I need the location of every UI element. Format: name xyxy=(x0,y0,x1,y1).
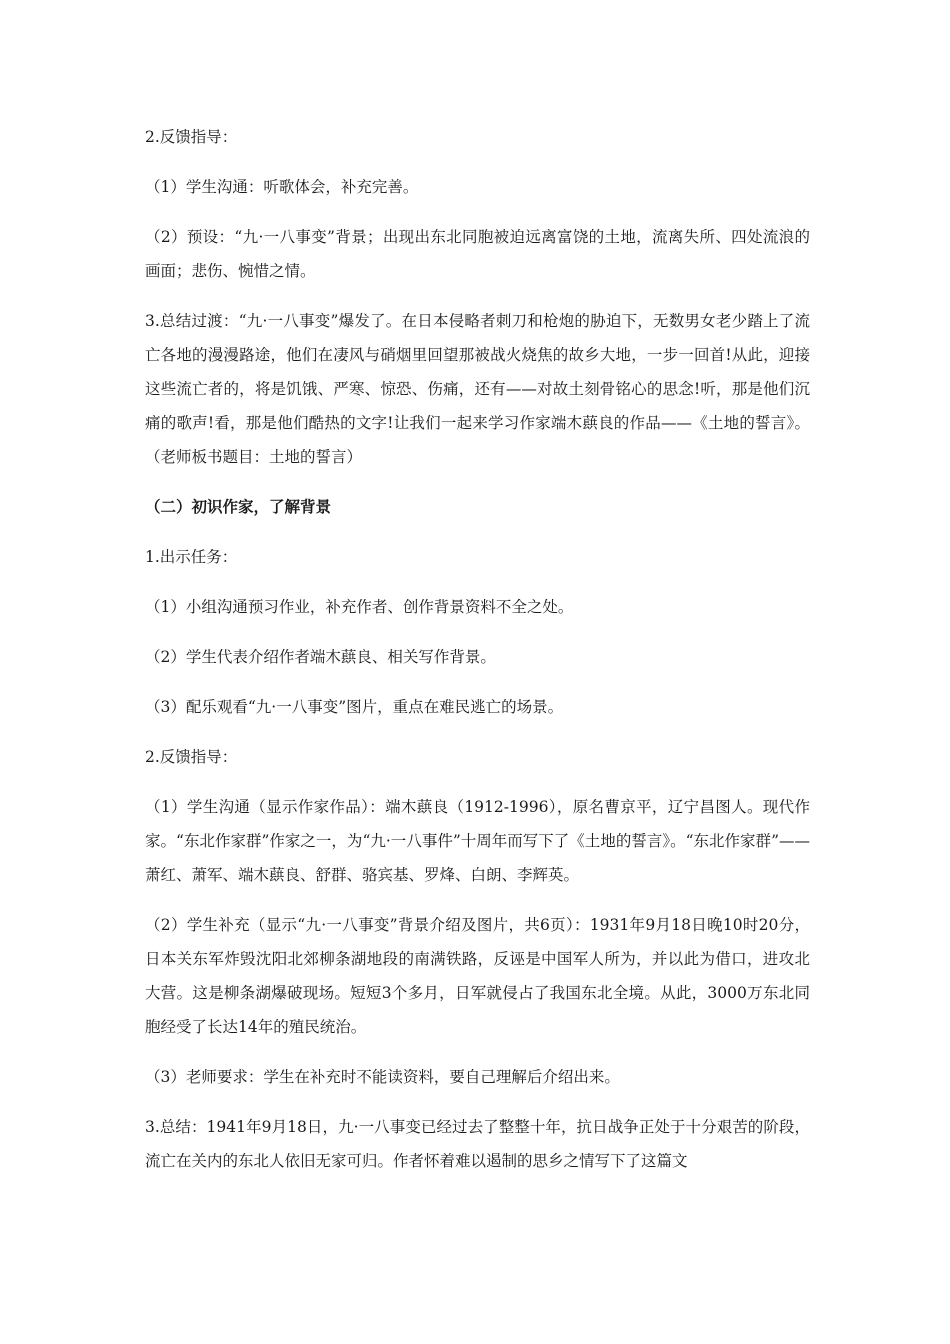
paragraph-background-supplement: （2）学生补充（显示“九·一八事变”背景介绍及图片，共6页）：1931年9月18日晚10时20分，日本关东军炸毁沈阳北郊柳条湖地段的南满铁路，反诬是中国军人所为，并以此为借口，进攻北大营。这是柳条湖爆破现场。短短3个多月，日军就侵占了我国东北全境。从此，3000万东北同胞经受了长达14年的殖民统治。 xyxy=(145,916,810,1036)
paragraph-summary: 3.总结：1941年9月18日，九·一八事变已经过去了整整十年，抗日战争正处于十分艰苦的阶段，流亡在关内的东北人依旧无家可归。作者怀着难以遏制的思乡之情写下了这篇文 xyxy=(145,1118,810,1170)
paragraph-student-communication: （1）学生沟通：听歌体会，补充完善。 xyxy=(145,178,419,196)
paragraph-author-intro: （1）学生沟通（显示作家作品）：端木蕻良（1912-1996），原名曹京平，辽宁昌图人。现代作家。“东北作家群”作家之一，为“九·一八事件”十周年而写下了《土地的誓言》。“东北作家群”——萧红、萧军、端木蕻良、舒群、骆宾基、罗烽、白朗、李辉英。 xyxy=(145,798,810,884)
paragraph-preset: （2）预设：“九·一八事变”背景；出现出东北同胞被迫远离富饶的土地，流离失所、四处流浪的画面；悲伤、惋惜之情。 xyxy=(145,228,810,280)
paragraph-task-2: （2）学生代表介绍作者端木蕻良、相关写作背景。 xyxy=(145,648,496,666)
paragraph-task-3: （3）配乐观看“九·一八事变”图片，重点在难民逃亡的场景。 xyxy=(145,698,564,716)
paragraph-feedback-heading-2: 2.反馈指导： xyxy=(145,748,238,766)
paragraph-summary-transition: 3.总结过渡：“九·一八事变”爆发了。在日本侵略者刺刀和枪炮的胁迫下，无数男女老少踏上了流亡各地的漫漫路途，他们在凄风与硝烟里回望那被战火烧焦的故乡大地，一步一回首!从此，迎接这些流亡者的，将是饥饿、严寒、惊恐、伤痛，还有——对故土刻骨铭心的思念!听，那是他们沉痛的歌声!看，那是他们酷热的文字!让我们一起来学习作家端木蕻良的作品——《土地的誓言》。（老师板书题目：土地的誓言） xyxy=(145,312,810,466)
document-body xyxy=(145,120,810,1178)
paragraph-feedback-heading-1: 2.反馈指导： xyxy=(145,128,238,146)
paragraph-task-1: （1）小组沟通预习作业，补充作者、创作背景资料不全之处。 xyxy=(145,598,574,616)
paragraph-task-heading: 1.出示任务： xyxy=(145,548,238,566)
section-heading-author-background: （二）初识作家，了解背景 xyxy=(145,497,332,516)
paragraph-teacher-requirement: （3）老师要求：学生在补充时不能读资料，要自己理解后介绍出来。 xyxy=(145,1068,620,1086)
